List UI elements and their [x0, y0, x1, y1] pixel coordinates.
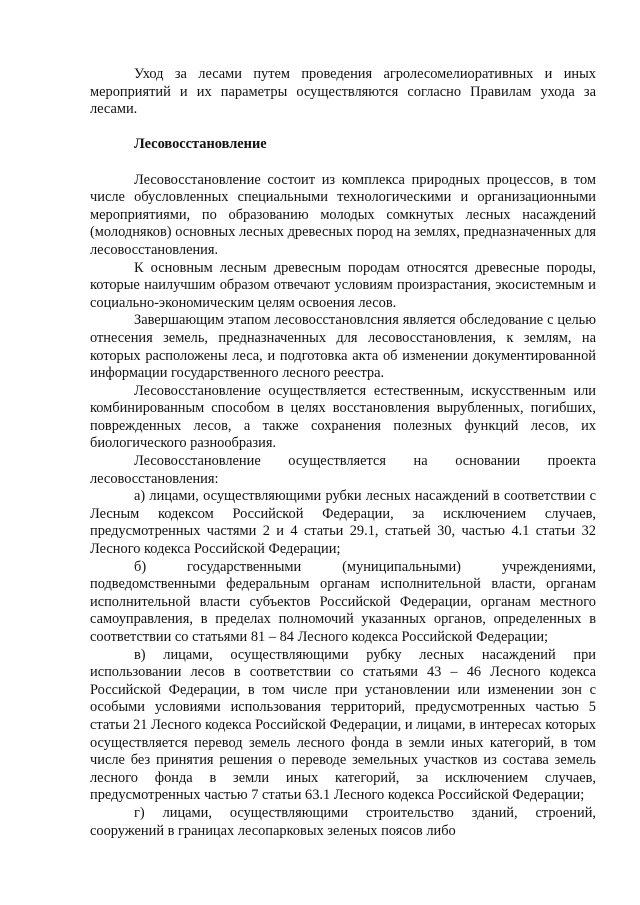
- list-item: г) лицами, осуществляющими строительство зданий, строений, сооружений в границах лесопарковых зеленых поясов либо: [90, 804, 596, 839]
- paragraph: Лесовосстановление состоит из комплекса природных процессов, в том числе обусловленных специальными технологическими и организационными мероприятиями, по образованию молодых сомкнутых лесных насаждений (молодняков) основных лесных древесных пород на землях, предназначенных для лесовосстановления.: [90, 171, 596, 258]
- paragraph: Завершающим этапом лесовосстановлсния является обследование с целью отнесения земель, предназначенных для лесовосстановления, к землям, на которых расположены леса, и подготовка акта об изменении документированной информации государственного лесного реестра.: [90, 312, 596, 382]
- paragraph: Лесовосстановление осуществляется естественным, искусственным или комбинированным способом в целях восстановления вырубленных, погибших, поврежденных лесов, а также сохранения полезных функций лесов, их биологического разнообразия.: [90, 382, 596, 452]
- paragraph: К основным лесным древесным породам относятся древесные породы, которые наилучшим образом отвечают условиям произрастания, экосистемным и социально-экономическим целям освоения лесов.: [90, 259, 596, 311]
- intro-paragraph: Уход за лесами путем проведения агролесомелиоративных и иных мероприятий и их параметры осуществляются согласно Правилам ухода за лесами.: [90, 66, 596, 118]
- spacer: [90, 119, 596, 137]
- list-item: в) лицами, осуществляющими рубку лесных насаждений при использовании лесов в соответствии со статьями 43 – 46 Лесного кодекса Российской Федерации, в том числе при установлении или изменении зон с особыми условиями использования территорий, предусмотренных частью 5 статьи 21 Лесного кодекса Российской Федерации, и лицами, в интересах которых осуществляется перевод земель лесного фонда в земли иных категорий, в том числе без принятия решения о переводе земельных участков из состава земель лесного фонда в земли иных категорий, за исключением случаев, предусмотренных частью 7 статьи 63.1 Лесного кодекса Российской Федерации;: [90, 646, 596, 804]
- spacer: [90, 154, 596, 172]
- document-page: [90, 66, 596, 840]
- list-item: б) государственными (муниципальными) учреждениями, подведомственными федеральным органам исполнительной власти, органам исполнительной власти субъектов Российской Федерации, органам местного самоуправления, в пределах полномочий указанных органов, определенных в соответствии со статьями 81 – 84 Лесного кодекса Российской Федерации;: [90, 558, 596, 645]
- section-heading: Лесовосстановление: [134, 136, 267, 153]
- paragraph: Лесовосстановление осуществляется на основании проекта лесовосстановления:: [90, 453, 596, 487]
- list-item: а) лицами, осуществляющими рубки лесных насаждений в соответствии с Лесным кодексом Российской Федерации, за исключением случаев, предусмотренных частями 2 и 4 статьи 29.1, статьей 30, частью 4.1 статьи 32 Лесного кодекса Российской Федерации;: [90, 488, 596, 558]
